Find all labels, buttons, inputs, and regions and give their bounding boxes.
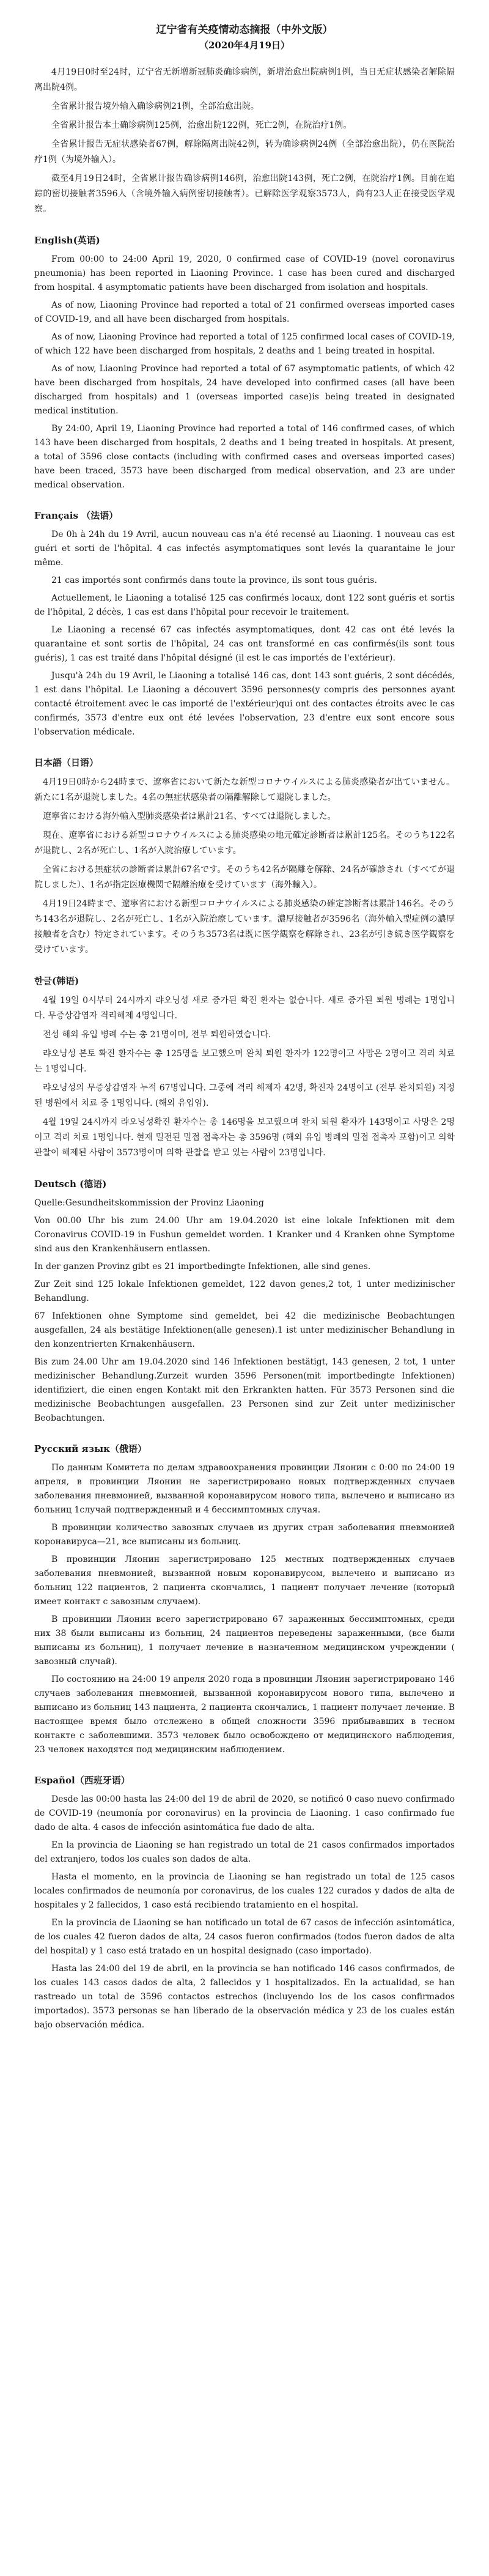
ru-paragraph: В провинции количество завозных случаев из других стран заболевания пневмонией коронавируса—21, все выписаны из больниц.: [34, 1523, 455, 1547]
ja-paragraph: 現在、遼寧省における新型コロナウイルスによる肺炎感染の地元確定診断者は累計125名。そのうち122名が退院し、2名が死亡し、1名が入院治療しています。: [34, 831, 455, 856]
de-paragraph: Von 00.00 Uhr bis zum 24.00 Uhr am 19.04.2020 ist eine lokale Infektionen mit dem Coronavirus COVID-19 in Fushun gemeldet worden. 1 Kranker und 4 Kranken ohne Symptome sind aus den Krankenhäusern entlassen.: [34, 1216, 455, 1254]
zh-paragraph: 全省累计报告境外输入确诊病例21例，全部治愈出院。: [51, 102, 259, 111]
en-paragraph: As of now, Liaoning Province had reported a total of 125 confirmed local cases of COVID-19, of which 122 have been discharged from hospitals, 2 deaths and 1 being treated in hospital.: [34, 332, 455, 356]
ja-paragraph: 4月19日0時から24時まで、遼寧省において新たな新型コロナウイルスによる肺炎感染者が出ていません。新たに1名が退院しました。4名の無症状感染者の隔離解除して退院しました。: [34, 777, 455, 802]
section-spanish: [34, 1773, 455, 2032]
en-paragraph: As of now, Liaoning Province had reported a total of 67 asymptomatic patients, of which 42 have been discharged from hospitals, 24 have developed into confirmed cases (all have been discharged from hospitals) and 1 (overseas imported case)is being treated in designated medical institution.: [34, 364, 455, 416]
ru-paragraph: По состоянию на 24:00 19 апреля 2020 года в провинции Ляонин зарегистрировано 146 случаев заболевания пневмонией, вызванной коронавирусом нового типа, вылечено и выписано из больниц 143 пациента, 2 пациента скончались, 1 пациент получает лечение. В настоящее время было отслежено в общей сложности 3596 прибывавших в тесном контакте с заболевшими. 3573 человек было освобождено от медицинского наблюдения, 23 человек находятся под медицинским наблюдением.: [34, 1675, 455, 1755]
de-paragraph: 67 Infektionen ohne Symptome sind gemeldet, bei 42 die medizinische Beobachtungen ausgefallen, 24 als bestätige Infektionen(alle genesen).1 ist unter medizinischer Behandlung in den konzentrierten Krnakenhäusern.: [34, 1311, 455, 1349]
de-paragraph: Bis zum 24.00 Uhr am 19.04.2020 sind 146 Infektionen bestätigt, 143 genesen, 2 tot, 1 unter medizinischer Behandlung.Zurzeit wurden 3596 Personen(mit importbedingte Infektionen) identifiziert, die einen engen Kontakt mit den Erkrankten hatten. Für 3573 Personen sind die medizinische Beobachtungen ausgefallen. 23 Personen sind zur Zeit unter medizinischer Beobachtungen.: [34, 1357, 455, 1423]
de-paragraph: In der ganzen Provinz gibt es 21 importbedingte Infektionen, alle sind genes.: [34, 1262, 371, 1271]
ru-paragraph: В провинции Ляонин зарегистрировано 125 местных подтвержденных случаев заболевания пневмонией, вызванной новым коронавирусом, вылечено и выписано из больниц 122 пациентов, 2 пациента скончались, 1 пациент получает лечение (который имеет контакт с завозным случаем).: [34, 1555, 455, 1607]
section-russian: [34, 1442, 455, 1757]
es-paragraph: Desde las 00:00 hasta las 24:00 del 19 de abril de 2020, se notificó 0 caso nuevo confirmado de COVID-19 (neumonía por coronavirus) en la provincia de Liaoning. 1 caso confirmado fue dado de alta. 4 casos de infección asintomática fue dado de alta.: [34, 1794, 455, 1832]
ja-paragraph: 遼寧省における海外輸入型肺炎感染者は累計21名、すべては退院しました。: [43, 812, 336, 821]
en-paragraph: From 00:00 to 24:00 April 19, 2020, 0 confirmed case of COVID-19 (novel coronavirus pneumonia) has been reported in Liaoning Province. 1 case has been cured and discharged from hospital. 4 asymptomatic patients have been discharged from isolation and hospitals.: [34, 254, 455, 292]
ko-paragraph: 4월 19일 24시까지 랴오닝성확진 환자수는 총 146명을 보고했으며 완치 퇴원 환자가 143명이고 사망은 2명이고 격리 치료 1명입니다. 현재 밀전된 밀접 접촉자는 총 3596명 (해외 유입 병례의 밀접 접촉자 포함)이고 의학 관찰이 해제된 사람이 3573명이며 의학 관찰을 받고 있는 사람이 23명입니다.: [34, 1117, 455, 1158]
de-source-line: Quelle:Gesundheitskommission der Provinz Liaoning: [34, 1198, 264, 1208]
section-heading-russian: Русский язык（俄语）: [34, 1443, 147, 1454]
fr-paragraph: Actuellement, le Liaoning a totalisé 125 cas confirmés locaux, dont 122 sont guéris et sortis de l'hôpital, 2 décès, 1 cas est dans l'hôpital pour recevoir le traitement.: [34, 593, 455, 617]
section-heading-german: Deutsch (德语): [34, 1179, 107, 1190]
es-paragraph: Hasta el momento, en la provincia de Liaoning se han registrado un total de 125 casos locales confirmados de neumonía por coronavirus, de los cuales 122 curados y dados de alta de hospitales y 2 fallecidos, 1 caso está recibiendo tratamiento en el hospital.: [34, 1872, 455, 1910]
section-french: [34, 508, 455, 739]
document-title: 辽宁省有关疫情动态摘报（中外文版）: [156, 24, 333, 36]
fr-paragraph: Le Liaoning a recensé 67 cas infectés asymptomatiques, dont 42 cas ont été levés la quarantaine et sont sortis de l'hôpital, 24 cas ont transformé en cas confirmés(ils sont tous guéris), 1 cas est traité dans l'hôpital désigné (il est le cas importés de l'extérieur).: [34, 625, 455, 663]
fr-paragraph: De 0h à 24h du 19 Avril, aucun nouveau cas n'a été recensé au Liaoning. 1 nouveau cas est guéri et sorti de l'hôpital. 4 cas infectés asymptomatiques sont levés la quarantaine le jour même.: [34, 530, 455, 568]
es-paragraph: Hasta las 24:00 del 19 de abril, en la provincia se han notificado 146 casos confirmados, de los cuales 143 casos dados de alta, 2 fallecidos y 1 hospitalizados. En la actualidad, se han rastreado un total de 3596 contactos estrechos (incluyendo los de los casos confirmados importados). 3573 personas se han liberado de la observación médica y 23 de los cuales están bajo observación médica.: [34, 1964, 455, 2030]
ru-paragraph: По данным Комитета по делам здравоохранения провинции Ляонин с 0:00 по 24:00 19 апреля, в провинции Ляонин не зарегистрировано новых подтвержденных случаев заболевания пневмонией, вызванной коронавирусом нового типа, вылечено и выписано из больниц 1случай подтвержденный и 4 бессимптомных случая.: [34, 1463, 455, 1515]
ko-paragraph: 랴오닝성 본토 확진 환자수는 총 125명을 보고했으며 완치 퇴원 환자가 122명이고 사망은 2명이고 격리 치료는 1명입니다.: [34, 1049, 455, 1074]
es-paragraph: En la provincia de Liaoning se han notificado un total de 67 casos de infección asintomática, de los cuales 42 fueron dados de alta, 24 casos fueron confirmados (todos fueron dados de alta del hospital) y 1 caso está tratado en un hospital designado (caso importado).: [34, 1918, 455, 1956]
section-heading-japanese: 日本語（日语）: [34, 757, 99, 768]
zh-paragraph: 全省累计报告无症状感染者67例，解除隔离出院42例，转为确诊病例24例（全部治愈出院），仍在医院治疗1例（为境外输入）。: [34, 139, 455, 165]
section-japanese: [34, 755, 455, 958]
zh-paragraph: 4月19日0时至24时，辽宁省无新增新冠肺炎确诊病例，新增治愈出院病例1例，当日无症状感染者解除隔离出院4例。: [34, 67, 455, 92]
section-heading-english: English(英语): [34, 235, 100, 246]
ko-paragraph: 4월 19일 0시부터 24시까지 랴오닝성 새로 증가된 확진 환자는 없습니다. 새로 증가된 퇴원 병례는 1명입니다. 무증상감염자 격리해제 4명입니다.: [34, 996, 455, 1021]
de-paragraph: Zur Zeit sind 125 lokale Infektionen gemeldet, 122 davon genes,2 tot, 1 unter medizinischer Behandlung.: [34, 1279, 455, 1303]
section-heading-korean: 한글(韩语): [34, 975, 79, 986]
document-date: （2020年4月19日）: [199, 40, 290, 51]
fr-paragraph: 21 cas importés sont confirmés dans toute la province, ils sont tous guéris.: [51, 576, 377, 585]
en-paragraph: As of now, Liaoning Province had reported a total of 21 confirmed overseas imported cases of COVID-19, and all have been discharged from hospitals.: [34, 300, 455, 324]
section-heading-spanish: Español（西班牙语）: [34, 1775, 130, 1786]
ko-paragraph: 랴오닝성의 무증상감염자 누적 67명입니다. 그중에 격리 해제자 42명, 확진자 24명이고 (전부 완치퇴원) 지정된 병원에서 치료 중 1명입니다. (해외 유입임).: [34, 1083, 455, 1108]
es-paragraph: En la provincia de Liaoning se han registrado un total de 21 casos confirmados importados del extranjero, todos los cuales son dados de alta.: [34, 1840, 455, 1864]
ja-paragraph: 4月19日24時まで、遼寧省における新型コロナウイルスによる肺炎感染の確定診断者は累計146名。そのうち143名が退院し、2名が死亡し、1名が入院治療しています。濃厚接触者が3596名（海外輸入型症例の濃厚接触者を含む）特定されています。そのうち3573名は既に医学観察を解除され、23名が引き続き医学観察を受けています。: [34, 899, 455, 955]
ko-paragraph: 전성 해외 유입 병례 수는 총 21명이며, 전부 퇴원하였습니다.: [43, 1030, 271, 1040]
zh-paragraph: 截至4月19日24时，全省累计报告确诊病例146例，治愈出院143例，死亡2例，在院治疗1例。目前在追踪的密切接触者3596人（含境外输入病例密切接触者）。已解除医学观察3573人，尚有23人正在接受医学观察。: [34, 174, 455, 214]
section-chinese: [34, 65, 455, 217]
en-paragraph: By 24:00, April 19, Liaoning Province had reported a total of 146 confirmed cases, of which 143 have been discharged from hospitals, 2 deaths and 1 being treated in hospitals. At present, a total of 3596 close contacts (including with confirmed cases and overseas imported cases) have been traced, 3573 have been discharged from medical observation, and 23 are under medical observation.: [34, 424, 455, 490]
ja-paragraph: 全省における無症状の診断者は累計67名です。そのうち42名が隔離を解除、24名が確診され（すべてが退院しました）、1名が指定医療機関で隔離治療を受けています（海外輸入）。: [34, 865, 455, 890]
fr-paragraph: Jusqu'à 24h du 19 Avril, le Liaoning a totalisé 146 cas, dont 143 sont guéris, 2 sont décédés, 1 est dans l'hôpital. Le Liaoning a découvert 3596 personnes(y compris des personnes ayant contacté étroitement avec le cas importé de l'extérieur)qui ont des contactes étroits avec le cas confirmés, 3573 d'entre eux ont été levées l'observation, 23 d'entre eux sont encore sous l'observation médicale.: [34, 671, 455, 737]
zh-paragraph: 全省累计报告本土确诊病例125例，治愈出院122例，死亡2例，在院治疗1例。: [51, 120, 352, 130]
section-german: [34, 1177, 455, 1426]
section-english: [34, 233, 455, 492]
section-korean: [34, 974, 455, 1161]
ru-paragraph: В провинции Ляонин всего зарегистрировано 67 зараженных бессимптомных, среди них 38 были выписаны из больниц, 24 пациентов переведены зараженными, (все были выписаны из больниц), 1 получает лечение в назначенном медицинском учреждении ( завозный случай).: [34, 1615, 455, 1667]
section-heading-french: Français （法语）: [34, 510, 119, 521]
